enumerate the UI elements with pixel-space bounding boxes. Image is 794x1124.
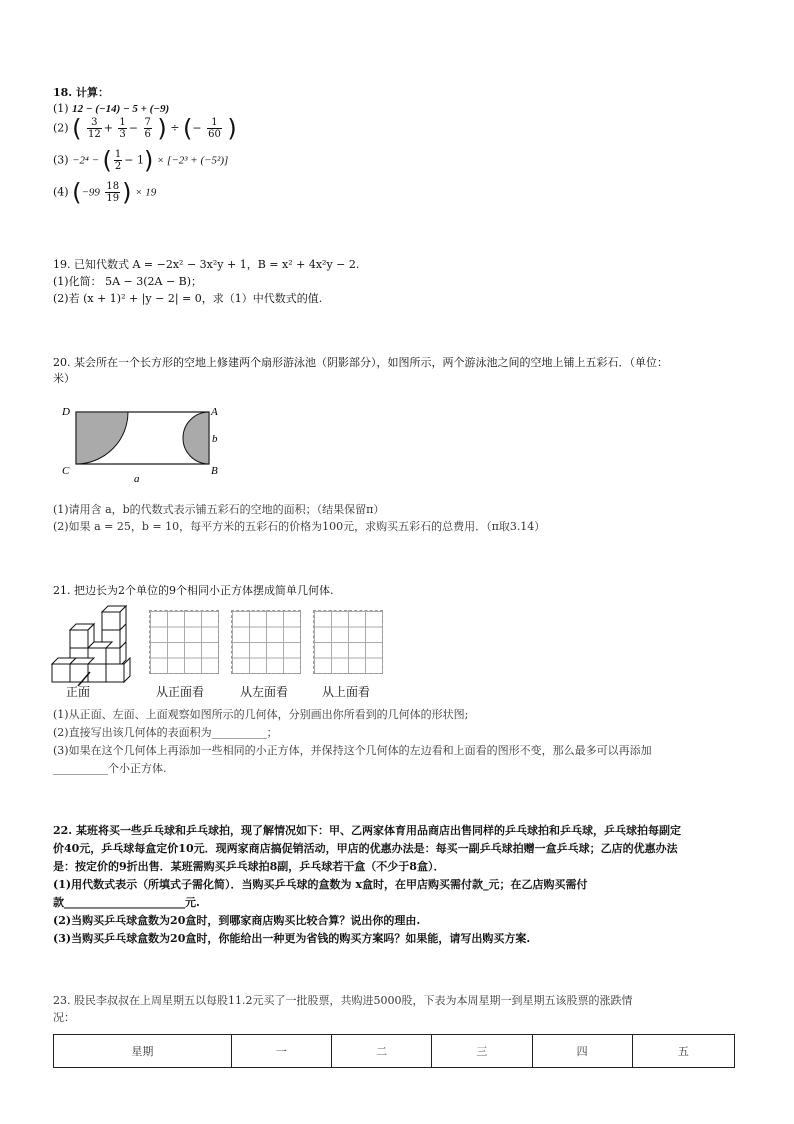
q18-p2-label: (2)	[53, 121, 69, 135]
q21-sub1: (1)从正面、左面、上面观察如图所示的几何体，分别画出你所看到的几何体的形状图;	[53, 708, 469, 721]
q18-p4-label: (4)	[53, 185, 69, 199]
q18-p2-f2-den: 3	[119, 129, 126, 140]
q19-line3: (2)若 (x + 1)² + |y − 2| = 0，求（1）中代数式的值.	[53, 292, 323, 305]
q22-line3: 是：按定价的9折出售．某班需购买乒乓球拍8副，乒乓球若干盒（不少于8盒）．	[53, 860, 445, 873]
q21-title: 21. 把边长为2个单位的9个相同小正方体摆成简单几何体.	[53, 584, 334, 597]
table-header-cell: 五	[632, 1035, 734, 1068]
q18-title: 18. 计算：	[53, 86, 109, 99]
q18-part4: (4) (−99 $\frac{18}{19}$ ) × 19	[53, 178, 157, 207]
label-side-b: b	[212, 433, 218, 445]
q18-p2-f1-den: 12	[87, 129, 101, 140]
label-b-corner: B	[211, 465, 218, 477]
q21-view-top: 从上面看	[322, 685, 371, 699]
table-header-cell: 一	[231, 1035, 331, 1068]
q18-p3-f-den: 2	[114, 161, 122, 172]
left-sector	[76, 412, 128, 464]
q22-line7: (3)当购买乒乓球盒数为20盒时，你能给出一种更为省钱的购买方案吗？如果能，请写出购买方案.	[53, 932, 531, 945]
q20-sub2: (2)如果 a = 25，b = 10，每平方米的五彩石的价格为100元，求购买五彩石的总费用．（π取3.14）	[53, 520, 546, 533]
table-header-cell: 二	[332, 1035, 432, 1068]
right-semicircle	[183, 412, 209, 464]
q18-part2: (2) ( $\frac{3}{12}$ + $\frac{1}{3}$ − $\frac{7}{6}$ ) ÷ (− $\frac{1}{60}$ )	[53, 114, 237, 143]
label-a-corner: A	[211, 406, 218, 418]
table-header-cell: 星期	[54, 1035, 232, 1068]
q21-view-left: 从左面看	[240, 685, 289, 699]
table-header-cell: 三	[432, 1035, 532, 1068]
q20-sub1: (1)请用含 a，b的代数式表示铺五彩石的空地的面积；（结果保留π）	[53, 503, 385, 516]
q21-cube-figure	[50, 604, 132, 686]
q20-figure	[58, 402, 228, 490]
q21-grid-front	[149, 610, 219, 674]
q21-sub3b: __________个小正方体.	[53, 762, 167, 775]
q18-p4-post: × 19	[135, 186, 157, 199]
table-header-cell: 四	[532, 1035, 632, 1068]
q20-line1: 20. 某会所在一个长方形的空地上修建两个扇形游泳池（阴影部分），如图所示，两个游泳池之间的空地上铺上五彩石．（单位：	[53, 356, 668, 369]
q22-line5: 款______________________元.	[53, 896, 200, 909]
q23-line1: 23. 股民李叔叔在上周星期五以每股11.2元买了一批股票，共购进5000股，下表为本周星期一到星期五该股票的涨跌情	[53, 994, 633, 1007]
q21-view-front: 从正面看	[156, 685, 205, 699]
q18-part3: (3) −2⁴ − ( $\frac{1}{2}$ − 1) × [−2³ + (−5²)]	[53, 146, 229, 175]
q18-p3-f-num: 1	[114, 149, 122, 160]
q21-sub2: (2)直接写出该几何体的表面积为__________；	[53, 726, 278, 739]
q23-line2: 况：	[53, 1011, 75, 1024]
q18-p4-int: −99	[81, 186, 100, 199]
q18-p4-f-den: 19	[106, 193, 120, 204]
q20-line2: 米）	[53, 372, 75, 385]
label-side-a: a	[134, 473, 140, 485]
label-c: C	[62, 465, 70, 477]
q18-p1-label: (1)	[53, 102, 69, 115]
q18-p2-f4-num: 1	[207, 117, 222, 129]
q22-line6: (2)当购买乒乓球盒数为20盒时，到哪家商店购买比较合算？说出你的理由.	[53, 914, 421, 927]
q18-part1	[53, 102, 169, 116]
q21-grid-top	[313, 610, 383, 674]
q21-grid-left	[231, 610, 301, 674]
q19-line2: (1)化简： 5A − 3(2A − B)；	[53, 275, 203, 288]
q21-sub3: (3)如果在这个几何体上再添加一些相同的小正方体，并保持这个几何体的左边看和上面看的图形不变，那么最多可以再添加	[53, 744, 652, 757]
q18-p2-f3-den: 6	[144, 129, 151, 140]
q18-p3-label: (3)	[53, 153, 69, 167]
label-d: D	[62, 406, 70, 418]
q22-line1: 22. 某班将买一些乒乓球和乒乓球拍，现了解情况如下：甲、乙两家体育用品商店出售同样的乒乓球拍和乒乓球，乒乓球拍每副定	[53, 824, 681, 837]
q18-p2-f3-num: 7	[144, 117, 151, 128]
q18-p2-f1-num: 3	[87, 117, 102, 129]
q22-line2: 价40元，乒乓球每盒定价10元．现两家商店搞促销活动，甲店的优惠办法是：每买一副乒乓球拍赠一盒乒乓球；乙店的优惠办法	[53, 842, 678, 855]
table-row	[54, 1035, 735, 1068]
q18-p3-post: × [−2³ + (−5²)]	[156, 154, 229, 167]
q18-p3-pre: −2⁴ −	[72, 154, 100, 167]
q18-p2-f2-num: 1	[119, 117, 126, 128]
q18-p2-f4-den: 60	[208, 129, 221, 140]
q21-label-front: 正面	[66, 685, 91, 699]
q23-stock-table	[53, 1034, 735, 1068]
q18-p4-f-num: 18	[106, 181, 120, 192]
q18-p1-expr: 12 − (−14) − 5 + (−9)	[72, 103, 170, 115]
q19-line1: 19. 已知代数式 A = −2x² − 3x²y + 1，B = x² + 4x²y − 2.	[53, 258, 360, 271]
q22-line4: (1)用代数式表示（所填式子需化简）．当购买乒乓球的盒数为 x盒时，在甲店购买需付款_元；在乙店购买需付	[53, 878, 588, 891]
